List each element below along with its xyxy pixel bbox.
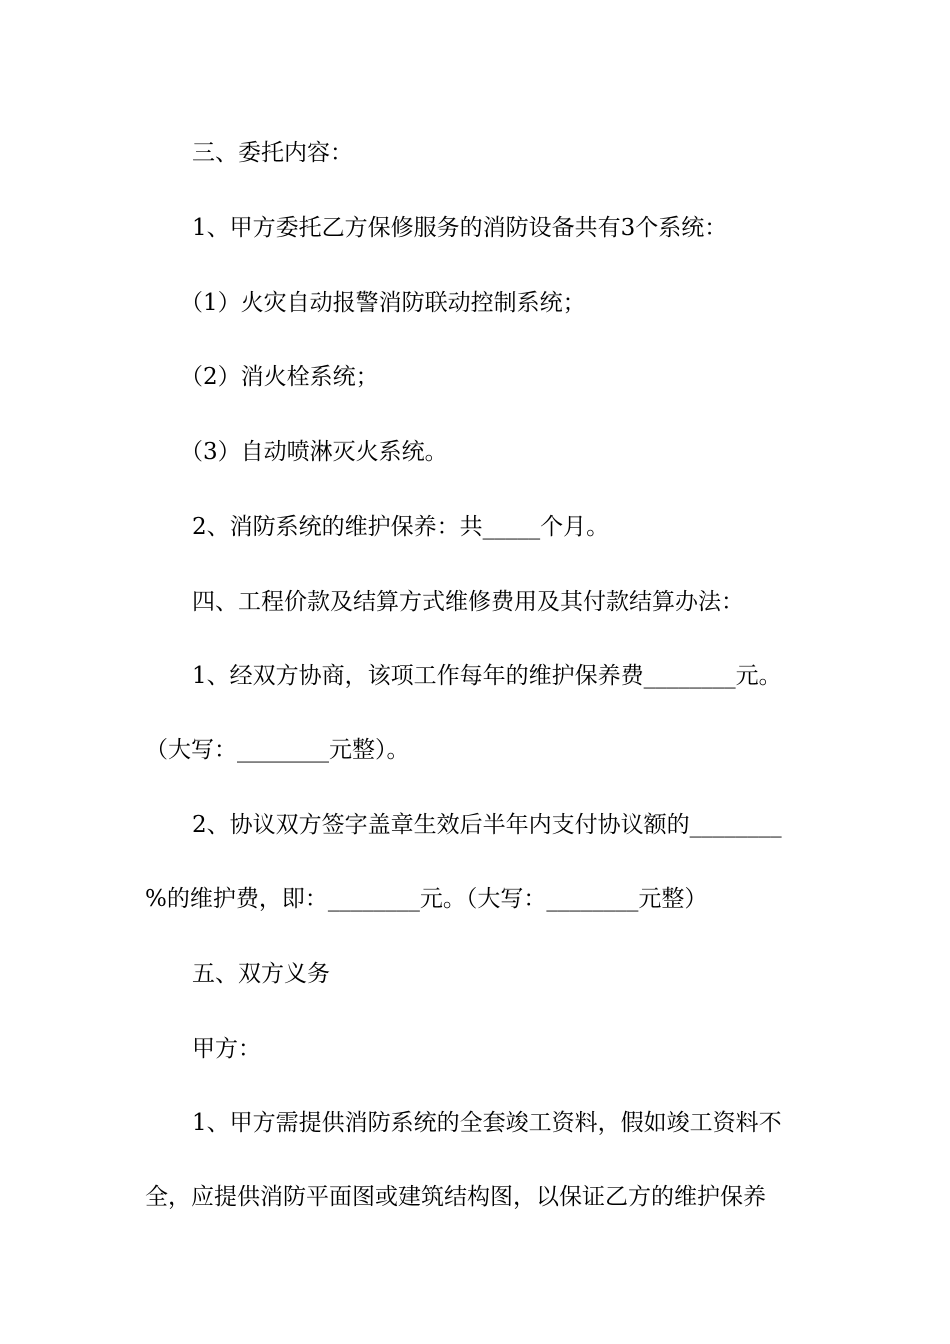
system-item-2: （2）消火栓系统； <box>180 364 379 390</box>
party-a-heading: 甲方： <box>192 1036 261 1062</box>
clause-4-1: 1、经双方协商，该项工作每年的维护保养费________元。 <box>192 663 782 689</box>
clause-4-2: 2、协议双方签字盖章生效后半年内支付协议额的________ <box>192 812 782 838</box>
system-item-1: （1）火灾自动报警消防联动控制系统； <box>180 290 586 316</box>
section-heading-3: 三、委托内容： <box>192 140 353 166</box>
party-a-clause-1: 1、甲方需提供消防系统的全套竣工资料，假如竣工资料不 <box>192 1110 782 1136</box>
system-item-3: （3）自动喷淋灭火系统。 <box>180 439 448 465</box>
clause-3-1: 1、甲方委托乙方保修服务的消防设备共有3个系统： <box>192 215 728 241</box>
clause-4-1-continued: （大写：________元整）。 <box>145 737 410 763</box>
party-a-clause-1-continued: 全，应提供消防平面图或建筑结构图，以保证乙方的维护保养 <box>145 1184 766 1210</box>
section-heading-5: 五、双方义务 <box>192 961 330 987</box>
section-heading-4: 四、工程价款及结算方式维修费用及其付款结算办法： <box>192 589 744 615</box>
clause-3-2: 2、消防系统的维护保养：共_____个月。 <box>192 514 610 540</box>
clause-4-2-continued: %的维护费，即：________元。（大写：________元整） <box>145 886 708 912</box>
